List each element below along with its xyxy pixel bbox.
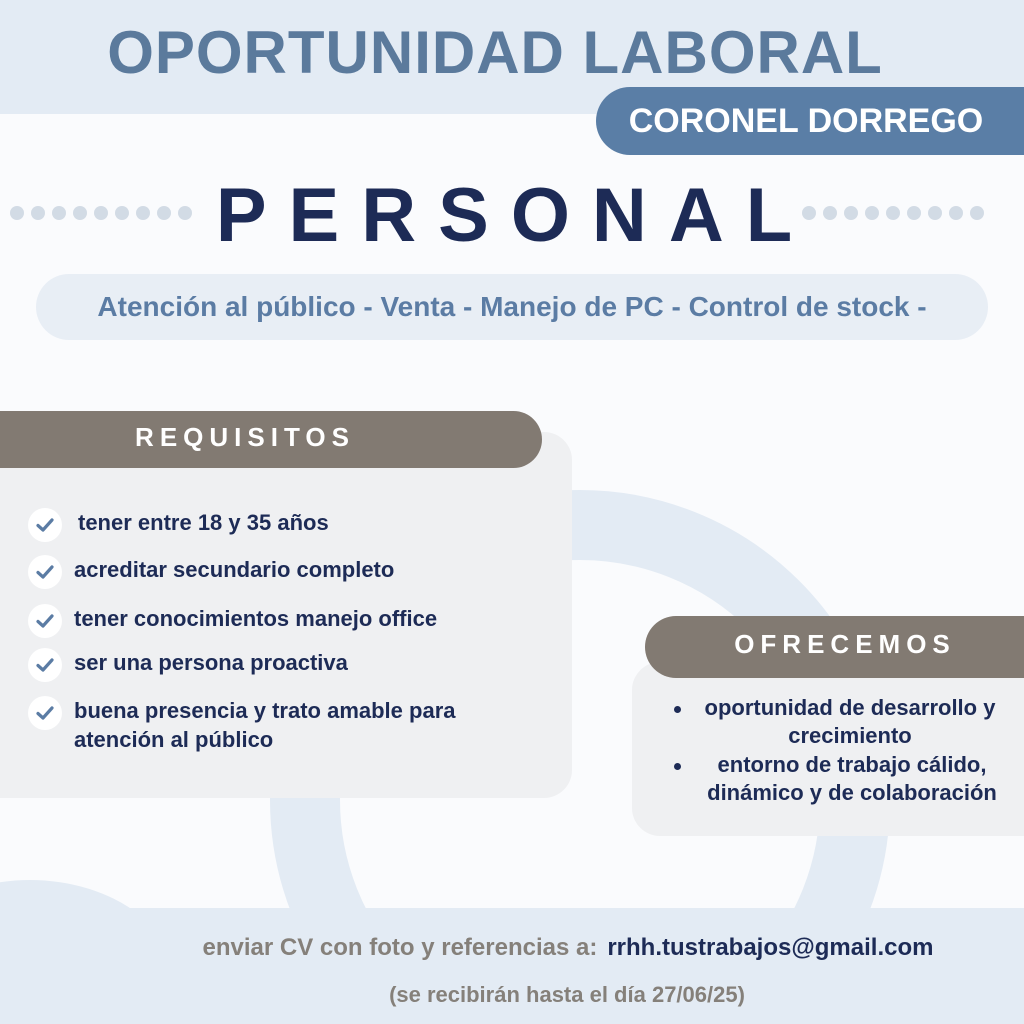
location-label: CORONEL DORREGO [628,102,984,140]
position-title: PERSONAL [215,173,815,258]
offer-item: oportunidad de desarrollo y crecimiento [704,695,996,748]
bullet-icon [674,763,681,770]
requirement-item [28,696,514,754]
offer-header [645,616,1024,678]
offer-item: entorno de trabajo cálido, dinámico y de colaboración [707,752,997,805]
deadline-note: (se recibirán hasta el día 27/06/25) [389,982,745,1007]
requirement-text: acreditar secundario completo [74,557,395,582]
contact-label: enviar CV con foto y referencias a: [202,934,598,961]
requirement-item [28,604,534,638]
requirements-title: REQUISITOS [135,422,355,452]
skills-text: Atención al público - Venta - Manejo de PC - Control de stock - [97,291,927,322]
requirement-text: tener entre 18 y 35 años [78,510,329,535]
skills-pill [36,274,988,340]
bullet-icon [674,706,681,713]
requirement-text: ser una persona proactiva [74,650,348,675]
requirements-header [0,411,542,468]
flyer-title: OPORTUNIDAD LABORAL [107,19,883,86]
requirement-item [28,555,534,589]
check-icon [28,604,62,638]
location-pill [596,87,1024,155]
contact-line [0,934,1024,962]
requirement-item [28,648,534,682]
check-icon [28,508,62,542]
contact-email[interactable]: rrhh.tustrabajos@gmail.com [607,934,934,961]
requirement-text: tener conocimientos manejo office [74,606,438,631]
check-icon [28,648,62,682]
check-icon [28,555,62,589]
requirement-text: buena presencia y trato amable para atención al público [74,698,456,752]
offer-title: OFRECEMOS [734,629,956,659]
check-icon [28,696,62,730]
requirement-item [28,508,538,542]
